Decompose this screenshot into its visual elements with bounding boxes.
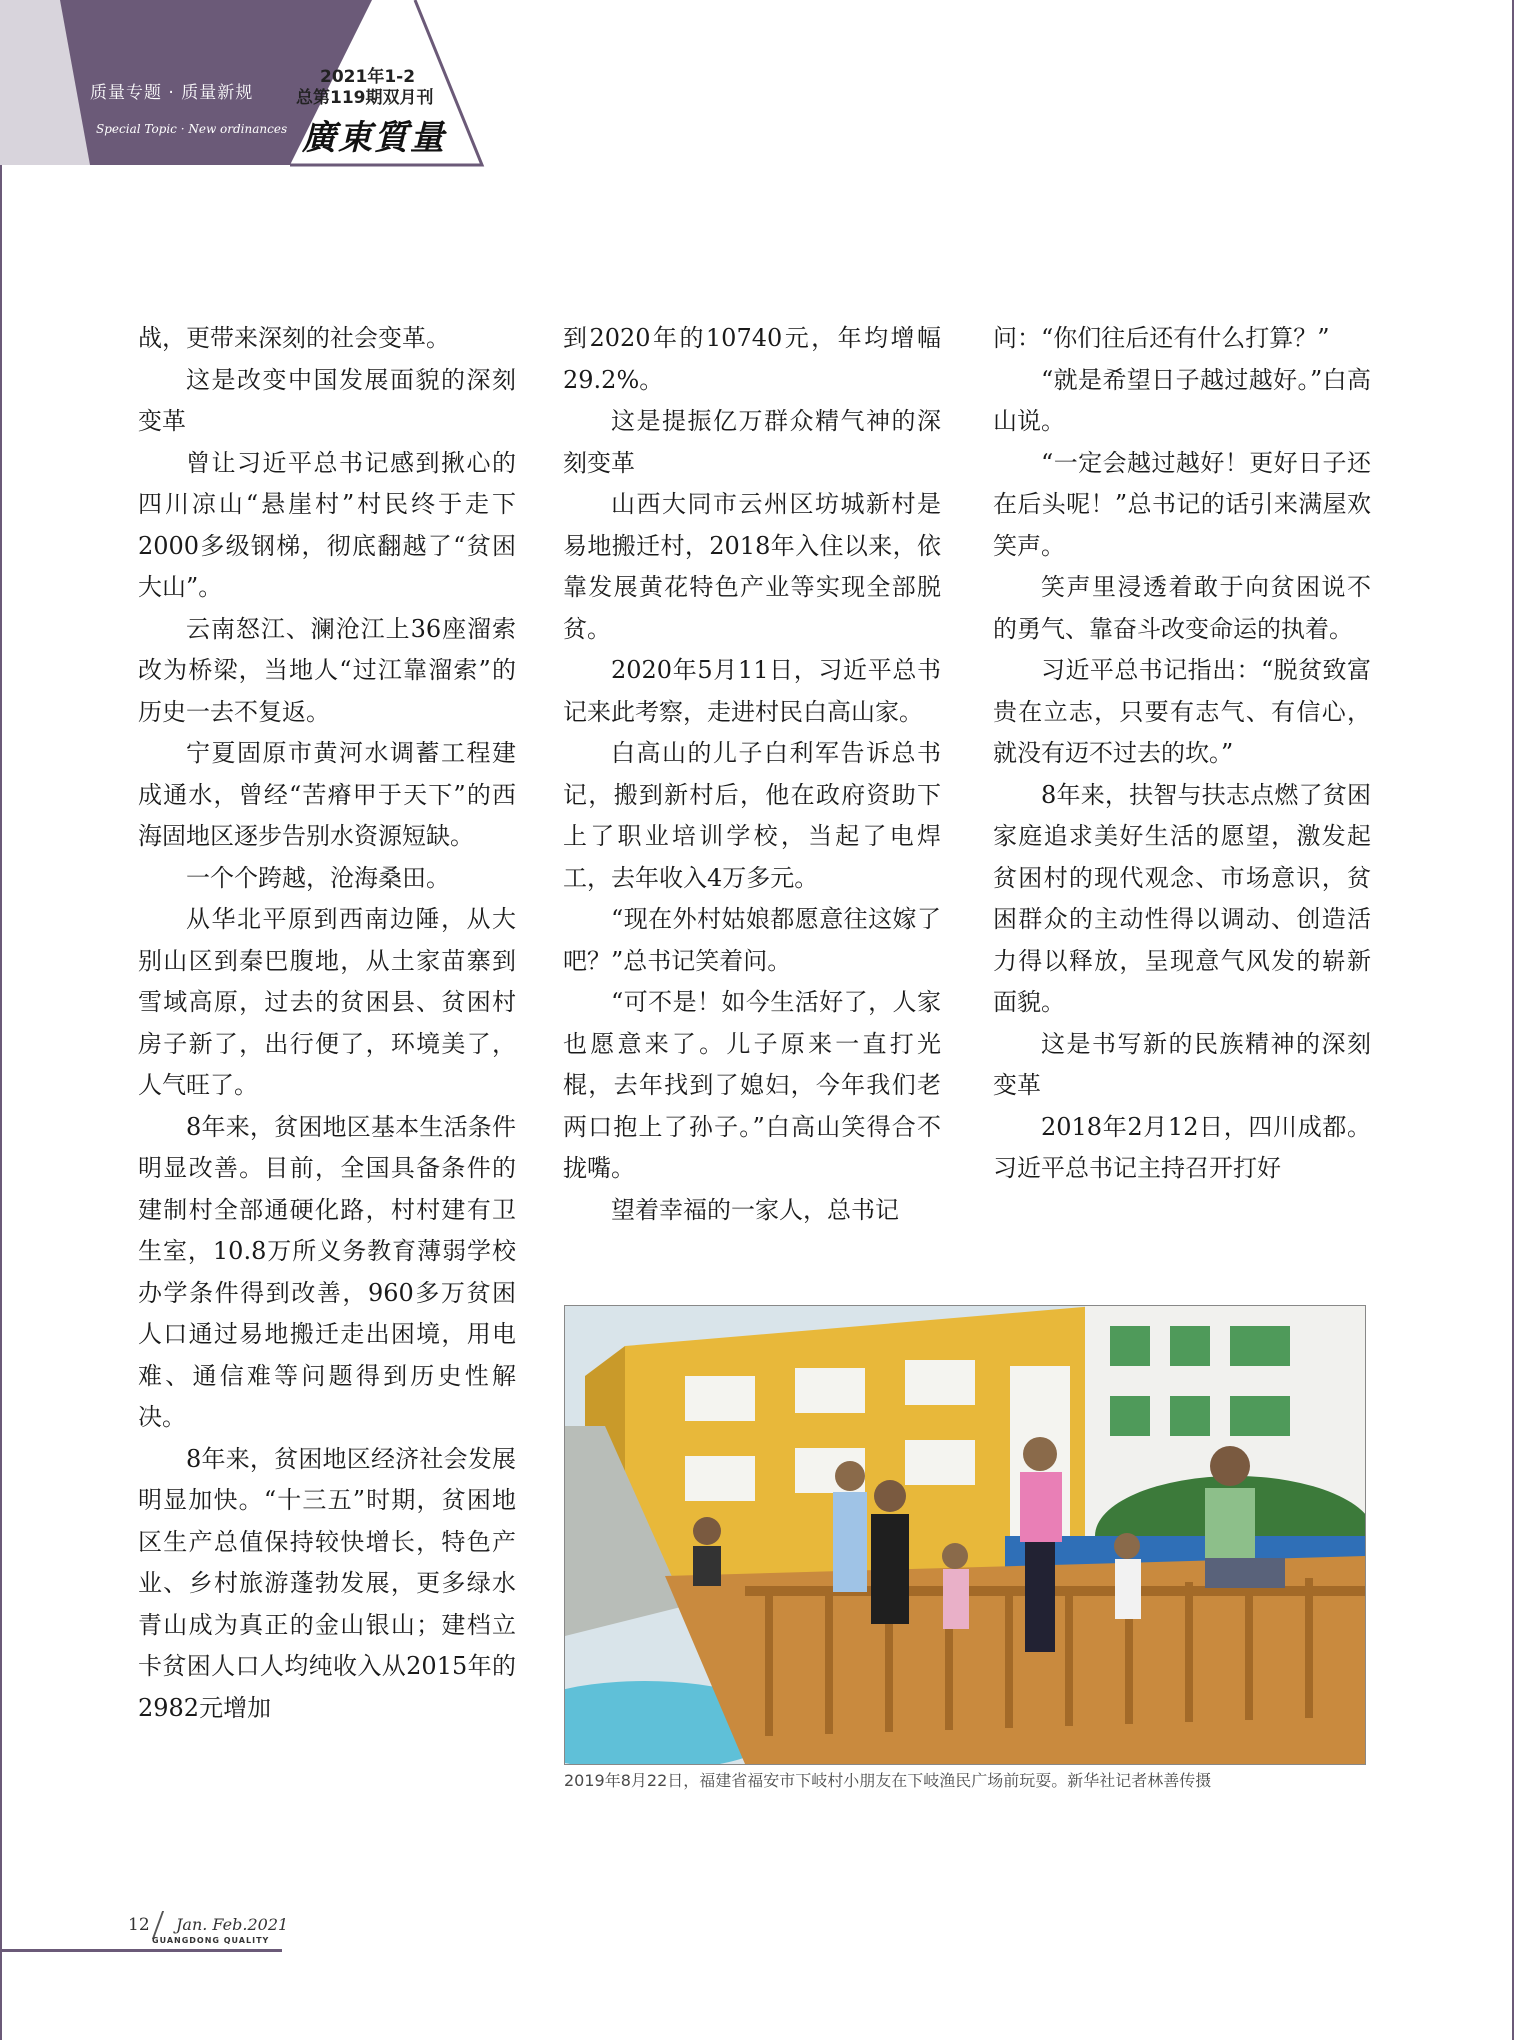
paragraph: 白高山的儿子白利军告诉总书记，搬到新村后，他在政府资助下上了职业培训学校，当起了电焊工，去年收入4万多元。 <box>563 739 941 892</box>
paragraph: 习近平总书记指出：“脱贫致富贵在立志，只要有志气、有信心，就没有迈不过去的坎。” <box>993 656 1371 767</box>
paragraph: 一个个跨越，沧海桑田。 <box>186 863 450 892</box>
paragraph: “现在外村姑娘都愿意往这嫁了吧？”总书记笑着问。 <box>563 905 941 975</box>
article-column-3 <box>993 318 1371 1190</box>
article-photo <box>564 1305 1366 1765</box>
paragraph: 战，更带来深刻的社会变革。 <box>138 324 450 352</box>
paragraph: 山西大同市云州区坊城新村是易地搬迁村，2018年入住以来，依靠发展黄花特色产业等实现全部脱贫。 <box>563 490 941 643</box>
photo-caption: 2019年8月22日，福建省福安市下岐村小朋友在下岐渔民广场前玩耍。新华社记者林善传摄 <box>564 1771 1212 1790</box>
page-footer <box>0 1905 400 1965</box>
footer-date: Jan. Feb.2021 <box>176 1915 289 1934</box>
footer-magazine-name: GUANGDONG QUALITY <box>152 1936 270 1945</box>
paragraph: 问：“你们往后还有什么打算？” <box>993 324 1330 352</box>
paragraph: “一定会越过越好！更好日子还在后头呢！”总书记的话引来满屋欢笑声。 <box>993 448 1371 560</box>
paragraph: “可不是！如今生活好了，人家也愿意来了。儿子原来一直打光棍，去年找到了媳妇，今年我们老两口抱上了孙子。”白高山笑得合不拢嘴。 <box>563 988 941 1182</box>
header-issue-date: 2021年1-2 <box>320 67 416 87</box>
header-issue-number: 总第119期双月刊 <box>296 88 434 108</box>
paragraph: 8年来，扶智与扶志点燃了贫困家庭追求美好生活的愿望，激发起贫困村的现代观念、市场意识，贫困群众的主动性得以调动、创造活力得以释放，呈现意气风发的崭新面貌。 <box>993 780 1371 1016</box>
paragraph: 这是提振亿万群众精气神的深刻变革 <box>563 407 941 477</box>
article-column-1 <box>138 318 516 1729</box>
article-column-2 <box>563 318 941 1231</box>
paragraph: 这是书写新的民族精神的深刻变革 <box>993 1029 1371 1099</box>
paragraph: 2020年5月11日，习近平总书记来此考察，走进村民白高山家。 <box>563 656 941 726</box>
footer-rule <box>0 1949 282 1952</box>
magazine-logo: 廣東質量 <box>302 118 446 158</box>
paragraph: 云南怒江、澜沧江上36座溜索改为桥梁，当地人“过江靠溜索”的历史一去不复返。 <box>138 614 516 726</box>
paragraph: 曾让习近平总书记感到揪心的四川凉山“悬崖村”村民终于走下2000多级钢梯，彻底翻越了“贫困大山”。 <box>138 448 516 601</box>
paragraph: 从华北平原到西南边陲，从大别山区到秦巴腹地，从土家苗寨到雪域高原，过去的贫困县、贫困村房子新了，出行便了，环境美了，人气旺了。 <box>138 905 516 1099</box>
paragraph: 这是改变中国发展面貌的深刻变革 <box>138 365 516 435</box>
page-number: 12 <box>128 1915 150 1935</box>
paragraph: 笑声里浸透着敢于向贫困说不的勇气、靠奋斗改变命运的执着。 <box>993 573 1371 643</box>
photo-illustration <box>565 1306 1365 1764</box>
header-section-title: 质量专题 · 质量新规 <box>90 83 254 103</box>
paragraph: 到2020年的10740元，年均增幅29.2%。 <box>563 324 941 394</box>
paragraph: 8年来，贫困地区经济社会发展明显加快。“十三五”时期，贫困地区生产总值保持较快增长，特色产业、乡村旅游蓬勃发展，更多绿水青山成为真正的金山银山；建档立卡贫困人口人均纯收入从2015年的2982元增加 <box>138 1444 516 1722</box>
paragraph: 望着幸福的一家人，总书记 <box>611 1195 899 1224</box>
paragraph: “就是希望日子越过越好。”白高山说。 <box>993 365 1371 435</box>
footer-slash <box>152 1911 164 1939</box>
header-section-subtitle: Special Topic · New ordinances <box>96 122 288 136</box>
page-frame-left <box>0 0 2 2040</box>
paragraph: 2018年2月12日，四川成都。习近平总书记主持召开打好 <box>993 1112 1371 1182</box>
page-header <box>0 0 500 170</box>
paragraph: 8年来，贫困地区基本生活条件明显改善。目前，全国具备条件的建制村全部通硬化路，村村建有卫生室，10.8万所义务教育薄弱学校办学条件得到改善，960多万贫困人口通过易地搬迁走出困境，用电难、通信难等问题得到历史性解决。 <box>138 1112 516 1431</box>
paragraph: 宁夏固原市黄河水调蓄工程建成通水，曾经“苦瘠甲于天下”的西海固地区逐步告别水资源短缺。 <box>138 739 516 850</box>
